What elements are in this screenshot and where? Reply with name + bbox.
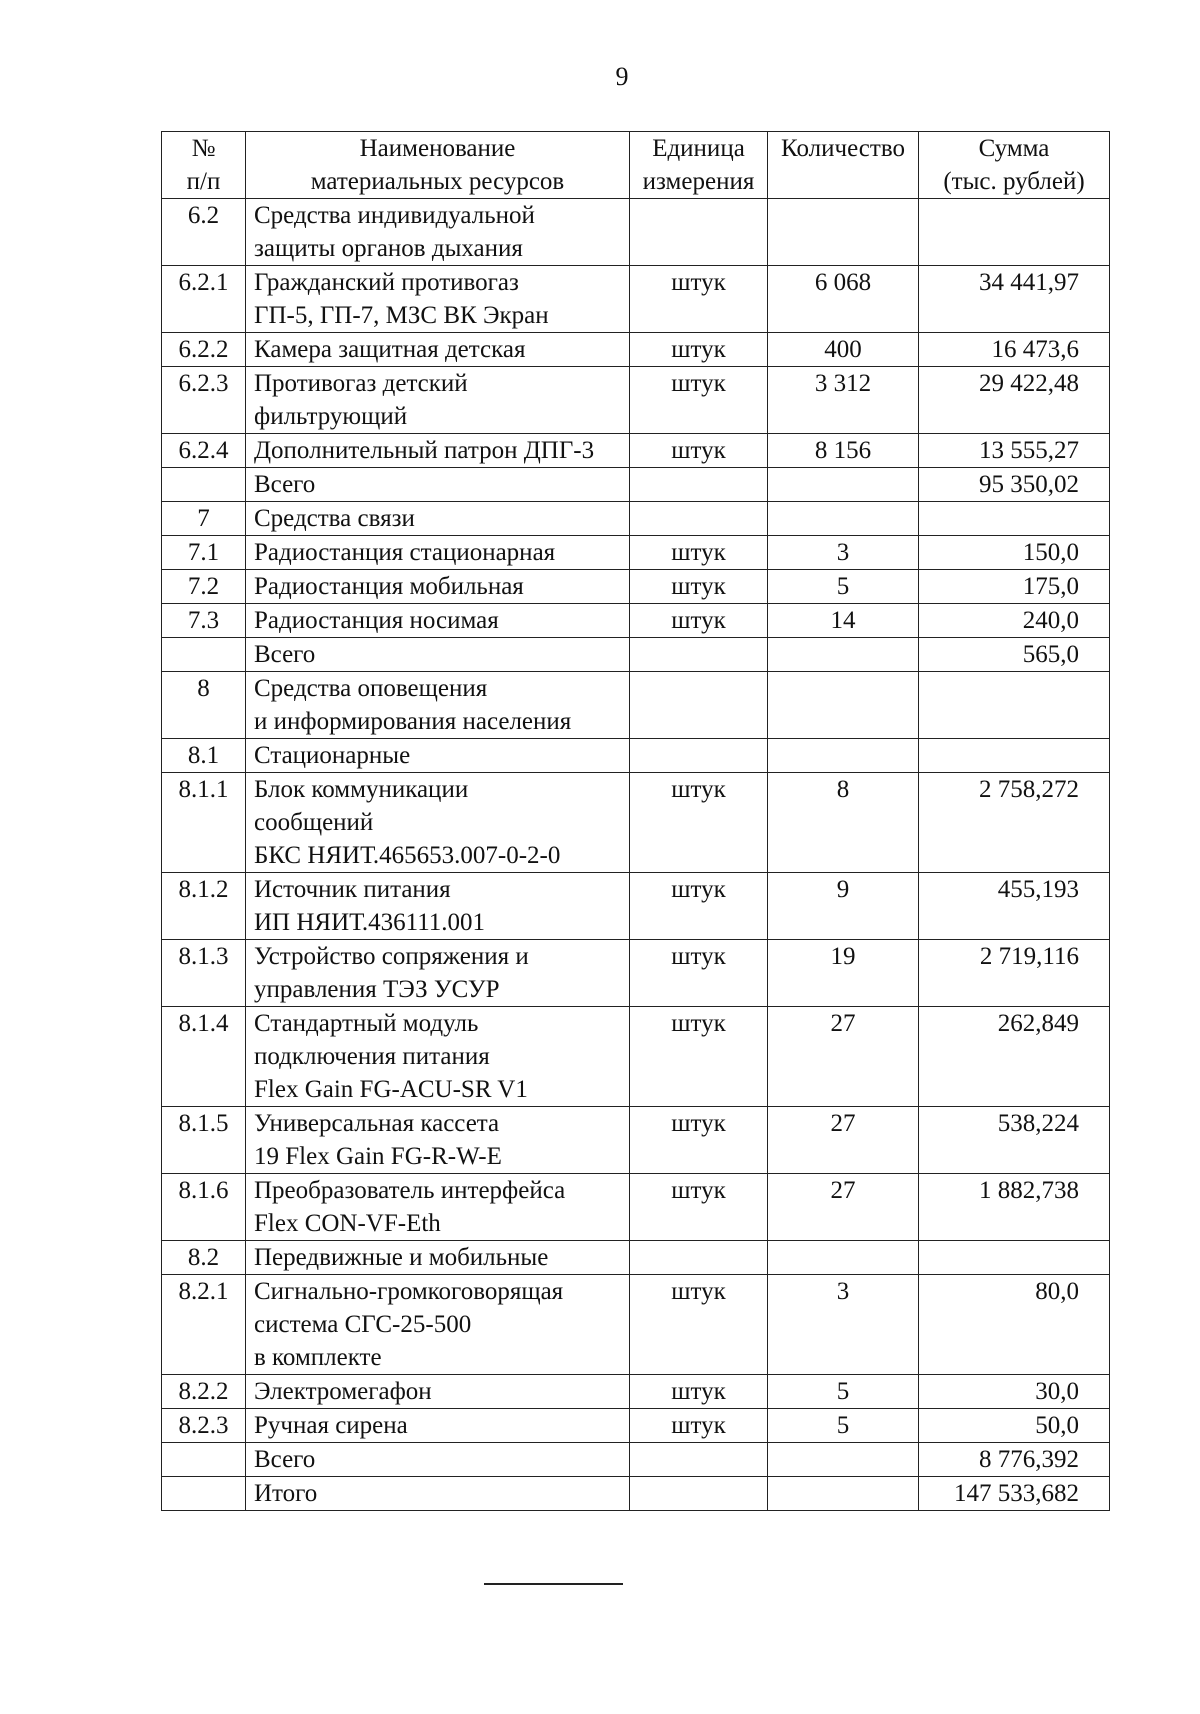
row-number-cell: 7.2	[162, 570, 246, 604]
row-number-cell	[162, 638, 246, 672]
row-name-line: система СГС-25-500	[254, 1311, 472, 1338]
row-name-line: подключения питания	[254, 1043, 490, 1070]
table-row	[162, 1443, 1110, 1477]
row-number-cell: 8.2.1	[162, 1275, 246, 1375]
row-quantity-cell: 8 156	[768, 434, 919, 468]
row-name-line: управления ТЭЗ УСУР	[254, 976, 500, 1003]
table-row	[162, 672, 1110, 739]
row-name-line: Радиостанция носимая	[254, 607, 499, 634]
row-unit-cell	[630, 502, 768, 536]
row-number-cell: 8.2.3	[162, 1409, 246, 1443]
table-row	[162, 1107, 1110, 1174]
row-unit-cell: штук	[630, 873, 768, 940]
row-name-cell	[246, 739, 630, 773]
table-row	[162, 873, 1110, 940]
header-name	[246, 132, 630, 199]
row-unit-cell	[630, 739, 768, 773]
row-name-line: Электромегафон	[254, 1378, 432, 1405]
table-row	[162, 199, 1110, 266]
row-number-cell: 6.2.1	[162, 266, 246, 333]
row-sum-cell: 8 776,392	[919, 1443, 1110, 1477]
row-number-cell	[162, 468, 246, 502]
row-unit-cell: штук	[630, 1275, 768, 1375]
row-sum-cell: 150,0	[919, 536, 1110, 570]
table-row	[162, 333, 1110, 367]
row-quantity-cell	[768, 672, 919, 739]
row-name-line: Дополнительный патрон ДПГ-3	[254, 437, 595, 464]
row-name-line: 19 Flex Gain FG-R-W-E	[254, 1143, 502, 1170]
table-row	[162, 1174, 1110, 1241]
row-number-cell	[162, 1477, 246, 1511]
table-row	[162, 1241, 1110, 1275]
row-name-cell	[246, 873, 630, 940]
row-number-cell: 7	[162, 502, 246, 536]
resources-table-container	[161, 131, 1109, 1511]
row-quantity-cell	[768, 739, 919, 773]
header-number-line1: №	[191, 135, 216, 162]
header-unit	[630, 132, 768, 199]
row-number-cell	[162, 1443, 246, 1477]
row-name-line: Устройство сопряжения и	[254, 943, 529, 970]
table-row	[162, 570, 1110, 604]
row-name-cell	[246, 638, 630, 672]
page-number: 9	[615, 62, 629, 91]
footer-divider	[484, 1583, 623, 1585]
row-quantity-cell	[768, 1241, 919, 1275]
row-name-cell	[246, 604, 630, 638]
header-sum	[919, 132, 1110, 199]
table-row	[162, 468, 1110, 502]
row-number-cell: 8.1.5	[162, 1107, 246, 1174]
row-name-line: Ручная сирена	[254, 1412, 408, 1439]
row-name-line: Преобразователь интерфейса	[254, 1177, 566, 1204]
row-sum-cell: 2 758,272	[919, 773, 1110, 873]
row-sum-cell	[919, 502, 1110, 536]
row-number-cell: 6.2.4	[162, 434, 246, 468]
row-name-cell	[246, 1375, 630, 1409]
row-name-line: Сигнально-громкоговорящая	[254, 1278, 564, 1305]
row-number-cell: 8.1.1	[162, 773, 246, 873]
row-name-cell	[246, 1241, 630, 1275]
row-sum-cell: 175,0	[919, 570, 1110, 604]
row-name-cell	[246, 1174, 630, 1241]
row-name-cell	[246, 940, 630, 1007]
row-quantity-cell: 27	[768, 1107, 919, 1174]
header-sum-line1: Сумма	[978, 135, 1050, 162]
table-row	[162, 1007, 1110, 1107]
row-name-line: Стандартный модуль	[254, 1010, 479, 1037]
row-name-cell	[246, 536, 630, 570]
table-row	[162, 1409, 1110, 1443]
row-quantity-cell: 5	[768, 1409, 919, 1443]
row-name-cell	[246, 333, 630, 367]
row-sum-cell: 29 422,48	[919, 367, 1110, 434]
row-unit-cell	[630, 1241, 768, 1275]
row-unit-cell	[630, 672, 768, 739]
table-row	[162, 1375, 1110, 1409]
row-name-line: сообщений	[254, 809, 374, 836]
header-name-line2: материальных ресурсов	[310, 168, 565, 195]
row-name-line: Всего	[254, 641, 316, 668]
row-quantity-cell: 27	[768, 1007, 919, 1107]
row-unit-cell: штук	[630, 1107, 768, 1174]
row-name-line: Средства связи	[254, 505, 415, 532]
row-sum-cell: 1 882,738	[919, 1174, 1110, 1241]
row-quantity-cell	[768, 502, 919, 536]
row-sum-cell: 80,0	[919, 1275, 1110, 1375]
header-unit-line2: измерения	[642, 168, 755, 195]
row-name-cell	[246, 1107, 630, 1174]
row-quantity-cell	[768, 199, 919, 266]
table-row	[162, 266, 1110, 333]
row-sum-cell: 538,224	[919, 1107, 1110, 1174]
row-number-cell: 8.1.2	[162, 873, 246, 940]
row-name-cell	[246, 199, 630, 266]
row-name-cell	[246, 367, 630, 434]
row-name-line: Источник питания	[254, 876, 451, 903]
table-row	[162, 536, 1110, 570]
row-unit-cell: штук	[630, 266, 768, 333]
row-unit-cell	[630, 199, 768, 266]
row-sum-cell: 95 350,02	[919, 468, 1110, 502]
row-unit-cell	[630, 1443, 768, 1477]
row-name-line: Блок коммуникации	[254, 776, 469, 803]
table-row	[162, 502, 1110, 536]
row-unit-cell: штук	[630, 1174, 768, 1241]
row-unit-cell	[630, 468, 768, 502]
row-sum-cell	[919, 672, 1110, 739]
row-name-line: Камера защитная детская	[254, 336, 526, 363]
table-row	[162, 1275, 1110, 1375]
row-number-cell: 6.2.3	[162, 367, 246, 434]
row-name-cell	[246, 672, 630, 739]
row-quantity-cell: 14	[768, 604, 919, 638]
row-name-line: Противогаз детский	[254, 370, 468, 397]
table-row	[162, 940, 1110, 1007]
row-sum-cell: 16 473,6	[919, 333, 1110, 367]
row-quantity-cell: 8	[768, 773, 919, 873]
row-name-line: Итого	[254, 1480, 318, 1507]
row-quantity-cell	[768, 1443, 919, 1477]
row-name-cell	[246, 1275, 630, 1375]
table-row	[162, 739, 1110, 773]
row-number-cell: 8.1.6	[162, 1174, 246, 1241]
row-name-line: Средства оповещения	[254, 675, 488, 702]
row-name-line: Передвижные и мобильные	[254, 1244, 549, 1271]
row-unit-cell: штук	[630, 536, 768, 570]
row-name-cell	[246, 1443, 630, 1477]
row-number-cell: 8.1.4	[162, 1007, 246, 1107]
row-quantity-cell: 27	[768, 1174, 919, 1241]
row-number-cell: 8.2	[162, 1241, 246, 1275]
row-name-line: Flex CON-VF-Eth	[254, 1210, 441, 1237]
row-name-line: Радиостанция стационарная	[254, 539, 556, 566]
table-header-row	[162, 132, 1110, 199]
row-quantity-cell: 3	[768, 1275, 919, 1375]
row-sum-cell: 240,0	[919, 604, 1110, 638]
row-number-cell: 8.2.2	[162, 1375, 246, 1409]
row-unit-cell: штук	[630, 1007, 768, 1107]
row-sum-cell: 34 441,97	[919, 266, 1110, 333]
row-name-line: Радиостанция мобильная	[254, 573, 524, 600]
row-name-line: фильтрующий	[254, 403, 408, 430]
row-sum-cell: 565,0	[919, 638, 1110, 672]
table-row	[162, 773, 1110, 873]
row-sum-cell: 2 719,116	[919, 940, 1110, 1007]
header-name-line1: Наименование	[359, 135, 516, 162]
header-number	[162, 132, 246, 199]
row-name-line: ГП-5, ГП-7, МЗС ВК Экран	[254, 302, 549, 329]
row-name-line: Средства индивидуальной	[254, 202, 535, 229]
row-number-cell: 6.2.2	[162, 333, 246, 367]
row-name-line: Всего	[254, 1446, 316, 1473]
row-sum-cell: 13 555,27	[919, 434, 1110, 468]
row-name-line: в комплекте	[254, 1344, 382, 1371]
row-name-line: ИП НЯИТ.436111.001	[254, 909, 486, 936]
row-unit-cell: штук	[630, 773, 768, 873]
row-number-cell: 8	[162, 672, 246, 739]
row-sum-cell	[919, 739, 1110, 773]
row-name-cell	[246, 502, 630, 536]
table-row	[162, 604, 1110, 638]
row-unit-cell: штук	[630, 434, 768, 468]
row-name-cell	[246, 1409, 630, 1443]
row-name-line: Flex Gain FG-ACU-SR V1	[254, 1076, 528, 1103]
row-name-line: Всего	[254, 471, 316, 498]
row-quantity-cell: 5	[768, 570, 919, 604]
row-quantity-cell: 400	[768, 333, 919, 367]
row-name-cell	[246, 266, 630, 333]
row-name-cell	[246, 570, 630, 604]
row-number-cell: 7.1	[162, 536, 246, 570]
row-number-cell: 7.3	[162, 604, 246, 638]
row-sum-cell: 147 533,682	[919, 1477, 1110, 1511]
row-unit-cell	[630, 638, 768, 672]
header-unit-line1: Единица	[652, 135, 745, 162]
row-unit-cell: штук	[630, 333, 768, 367]
row-quantity-cell	[768, 638, 919, 672]
row-unit-cell: штук	[630, 1409, 768, 1443]
table-body	[162, 199, 1110, 1511]
row-name-line: БКС НЯИТ.465653.007-0-2-0	[254, 842, 561, 869]
table-row	[162, 434, 1110, 468]
row-unit-cell: штук	[630, 604, 768, 638]
row-sum-cell	[919, 1241, 1110, 1275]
table-row	[162, 1477, 1110, 1511]
row-quantity-cell: 9	[768, 873, 919, 940]
row-quantity-cell: 5	[768, 1375, 919, 1409]
row-quantity-cell	[768, 1477, 919, 1511]
table-row	[162, 367, 1110, 434]
row-sum-cell: 262,849	[919, 1007, 1110, 1107]
resources-table	[161, 131, 1110, 1511]
row-name-cell	[246, 773, 630, 873]
table-row	[162, 638, 1110, 672]
row-number-cell: 6.2	[162, 199, 246, 266]
header-sum-line2: (тыс. рублей)	[943, 168, 1085, 195]
row-unit-cell: штук	[630, 570, 768, 604]
row-number-cell: 8.1.3	[162, 940, 246, 1007]
header-number-line2: п/п	[186, 168, 221, 195]
row-sum-cell: 455,193	[919, 873, 1110, 940]
row-name-cell	[246, 1477, 630, 1511]
row-name-line: Универсальная кассета	[254, 1110, 500, 1137]
row-number-cell: 8.1	[162, 739, 246, 773]
row-name-line: и информирования населения	[254, 708, 572, 735]
row-unit-cell: штук	[630, 1375, 768, 1409]
row-name-line: защиты органов дыхания	[254, 235, 523, 262]
row-quantity-cell: 3 312	[768, 367, 919, 434]
row-unit-cell	[630, 1477, 768, 1511]
row-unit-cell: штук	[630, 367, 768, 434]
header-quantity: Количество	[768, 132, 919, 199]
row-name-cell	[246, 468, 630, 502]
row-sum-cell	[919, 199, 1110, 266]
row-unit-cell: штук	[630, 940, 768, 1007]
row-name-cell	[246, 1007, 630, 1107]
row-quantity-cell	[768, 468, 919, 502]
row-name-line: Стационарные	[254, 742, 411, 769]
row-name-cell	[246, 434, 630, 468]
row-name-line: Гражданский противогаз	[254, 269, 519, 296]
row-quantity-cell: 3	[768, 536, 919, 570]
row-sum-cell: 50,0	[919, 1409, 1110, 1443]
row-quantity-cell: 19	[768, 940, 919, 1007]
row-quantity-cell: 6 068	[768, 266, 919, 333]
row-sum-cell: 30,0	[919, 1375, 1110, 1409]
